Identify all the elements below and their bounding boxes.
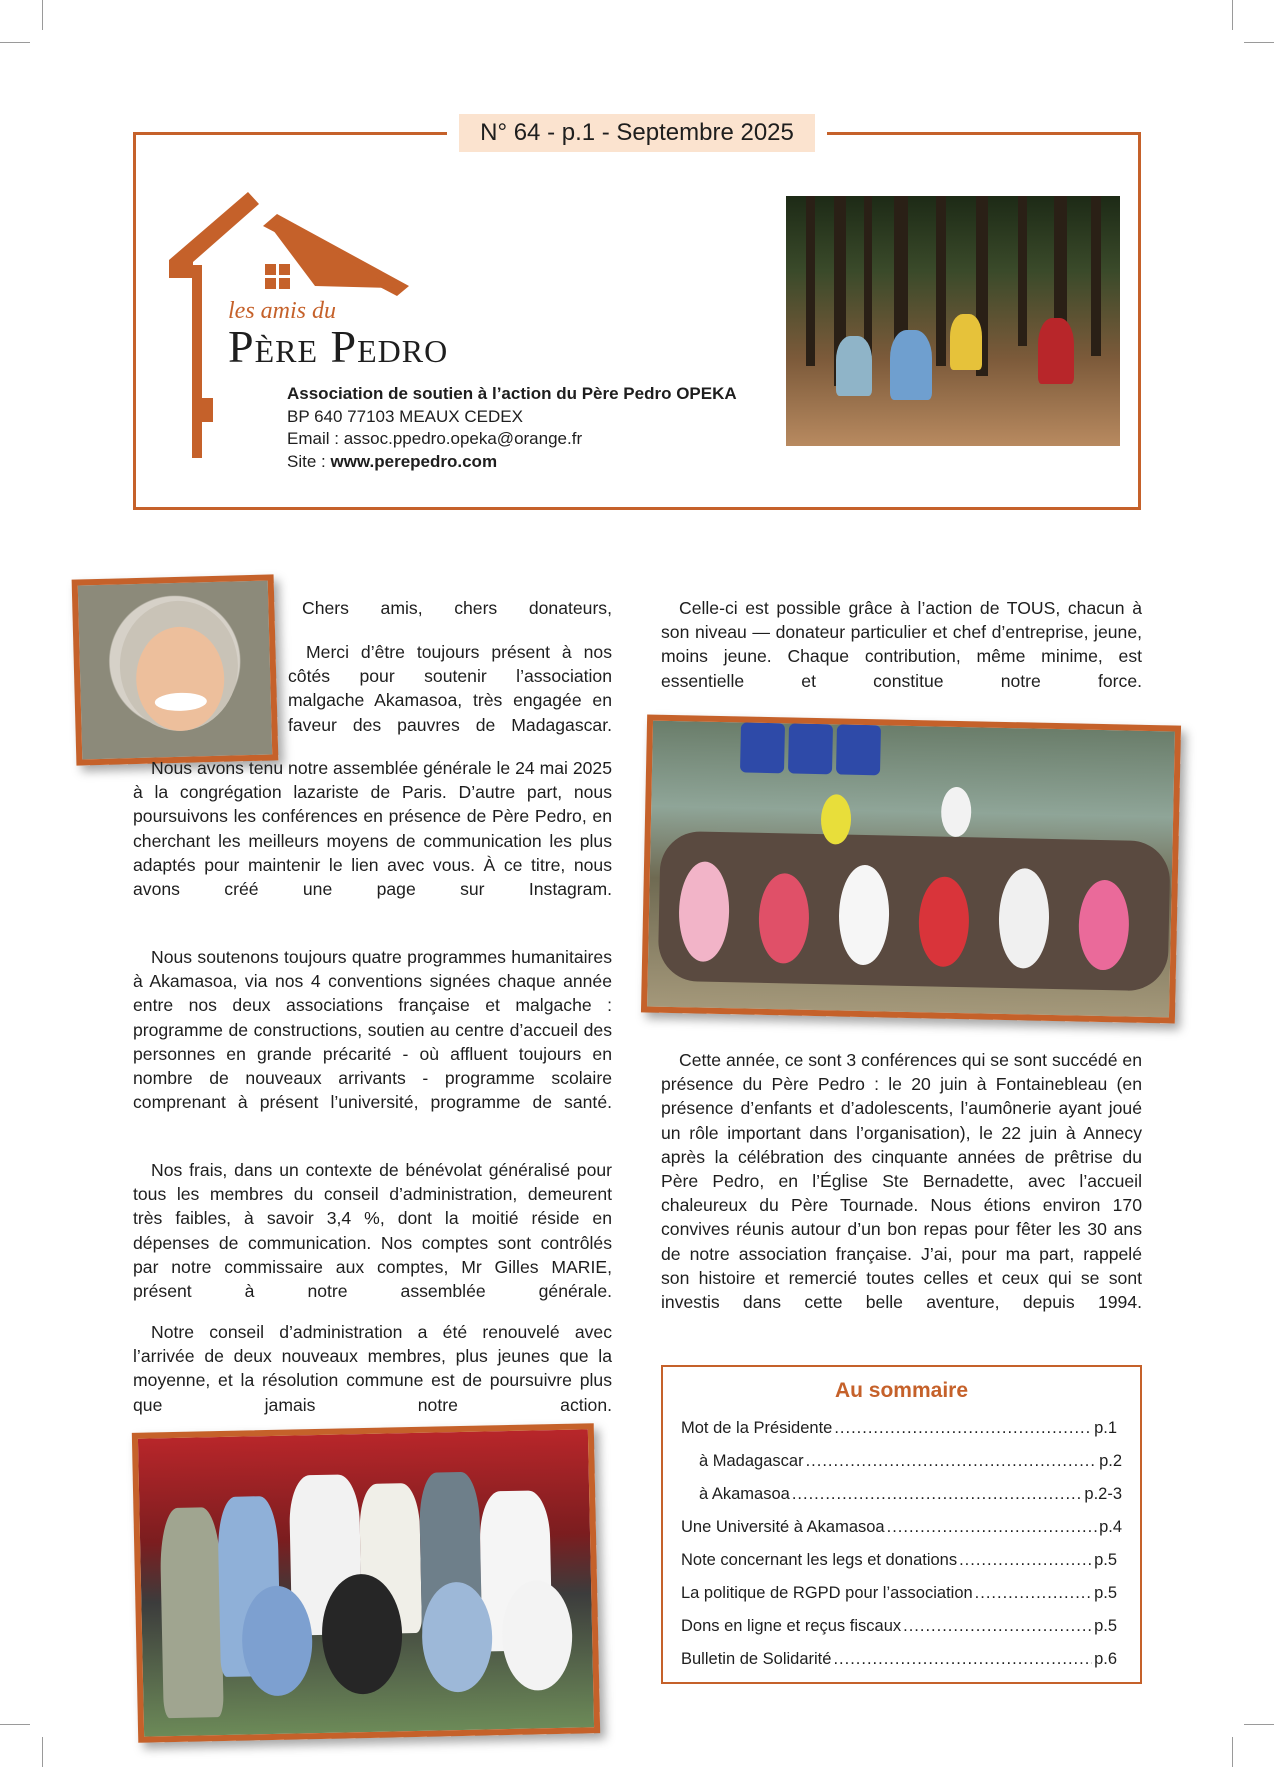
toc-item[interactable]: La politique de RGPD pour l’association ..... p.5 <box>681 1582 1117 1604</box>
crop-mark <box>1232 1737 1233 1767</box>
letter-paragraph-3: Nous soutenons toujours quatre programmes humanitaires à Akamasoa, via nos 4 conventions signées chaque année entre nos deux associations française et malgache : programme de constructions, soutien au centre d’accueil des personnes en grande précarité - où affluent toujours en nombre de nouveaux arrivants - programme scolaire comprenant à présent l’université, programme de santé. <box>133 947 612 1113</box>
toc-item[interactable]: à Akamasoa ..... p.2-3 <box>699 1483 1122 1505</box>
toc-item[interactable]: à Madagascar ..... p.2 <box>699 1450 1122 1472</box>
president-portrait-photo <box>72 574 279 765</box>
association-info <box>287 383 737 473</box>
association-address: BP 640 77103 MEAUX CEDEX <box>287 406 523 426</box>
crop-mark <box>1244 42 1274 43</box>
crop-mark <box>0 1724 30 1725</box>
crop-mark <box>1232 0 1233 30</box>
logo-name: Père Pedro <box>228 321 449 372</box>
toc-title: Au sommaire <box>834 1379 969 1402</box>
toc-item[interactable]: Bulletin de Solidarité ..... p.6 <box>681 1648 1117 1670</box>
children-photo <box>641 714 1181 1023</box>
logo-tagline: les amis du <box>228 298 336 324</box>
letter-paragraph-1: Merci d’être toujours présent à nos côtés pour soutenir l’association malgache Akamasoa, très engagée en faveur des pauvres de Madagascar. <box>288 642 612 735</box>
association-site: Site : www.perepedro.com <box>287 451 498 471</box>
table-of-contents <box>661 1365 1142 1684</box>
forest-photo <box>786 196 1120 446</box>
letter-paragraph-5: Notre conseil d’administration a été renouvelé avec l’arrivée de deux nouveaux membres, plus jeunes que la moyenne, et la résolution commune est de poursuivre plus que jamais notre action. <box>133 1322 612 1415</box>
toc-item[interactable]: Note concernant les legs et donations ..... p.5 <box>681 1549 1117 1571</box>
site-link[interactable]: www.perepedro.com <box>330 451 498 471</box>
group-photo <box>132 1423 600 1743</box>
crop-mark <box>1244 1724 1274 1725</box>
crop-mark <box>0 42 30 43</box>
association-name: Association de soutien à l’action du Père Pedro OPEKA <box>287 384 737 403</box>
crop-mark <box>42 1737 43 1767</box>
email-link[interactable]: assoc.ppedro.opeka@orange.fr <box>343 429 583 448</box>
toc-item[interactable]: Dons en ligne et reçus fiscaux ..... p.5 <box>681 1615 1117 1637</box>
letter-paragraph-7: Cette année, ce sont 3 conférences qui se sont succédé en présence du Père Pedro : le 20 juin à Fontainebleau (en présence d’enfants et d’adolescents, l’aumônerie ayant joué un rôle important dans l’organisation), le 22 juin à Annecy après la célébration des cinquante années de prêtrise du Père Pedro, en l’Église Ste Bernadette, avec l’accueil chaleureux du Père Tournade. Nous étions environ 170 convives réunis autour d’un bon repas pour fêter les 30 ans de notre association française. J’ai, pour ma part, rappelé son histoire et remercié toutes celles et ceux qui se sont investis dans cette belle aventure, depuis 1994. <box>661 1050 1142 1313</box>
association-email: Email : assoc.ppedro.opeka@orange.fr <box>287 429 583 448</box>
toc-item[interactable]: Mot de la Présidente ..... p.1 <box>681 1417 1117 1439</box>
issue-number: N° 64 - p.1 - Septembre 2025 <box>459 114 815 152</box>
letter-paragraph-6: Celle-ci est possible grâce à l’action de TOUS, chacun à son niveau — donateur particulier et chef d’entreprise, jeune, moins jeune. Chaque contribution, même minime, est essentielle et constitue notre force. <box>661 598 1142 691</box>
crop-mark <box>42 0 43 30</box>
letter-greeting: Chers amis, chers donateurs, <box>302 598 612 618</box>
toc-item[interactable]: Une Université à Akamasoa ..... p.4 <box>681 1516 1122 1538</box>
letter-paragraph-4: Nos frais, dans un contexte de bénévolat généralisé pour tous les membres du conseil d’administration, demeurent très faibles, à savoir 3,4 %, dont la moitié réside en dépenses de communication. Nos comptes sont contrôlés par notre commissaire aux comptes, Mr Gilles MARIE, présent à notre assemblée générale. <box>133 1160 612 1302</box>
letter-paragraph-2: Nous avons tenu notre assemblée générale le 24 mai 2025 à la congrégation lazariste de Paris. D’autre part, nous poursuivons les conférences en présence de Père Pedro, en cherchant les meilleurs moyens de communication les plus adaptés pour maintenir le lien avec vous. À ce titre, nous avons créé une page sur Instagram. <box>133 758 612 900</box>
